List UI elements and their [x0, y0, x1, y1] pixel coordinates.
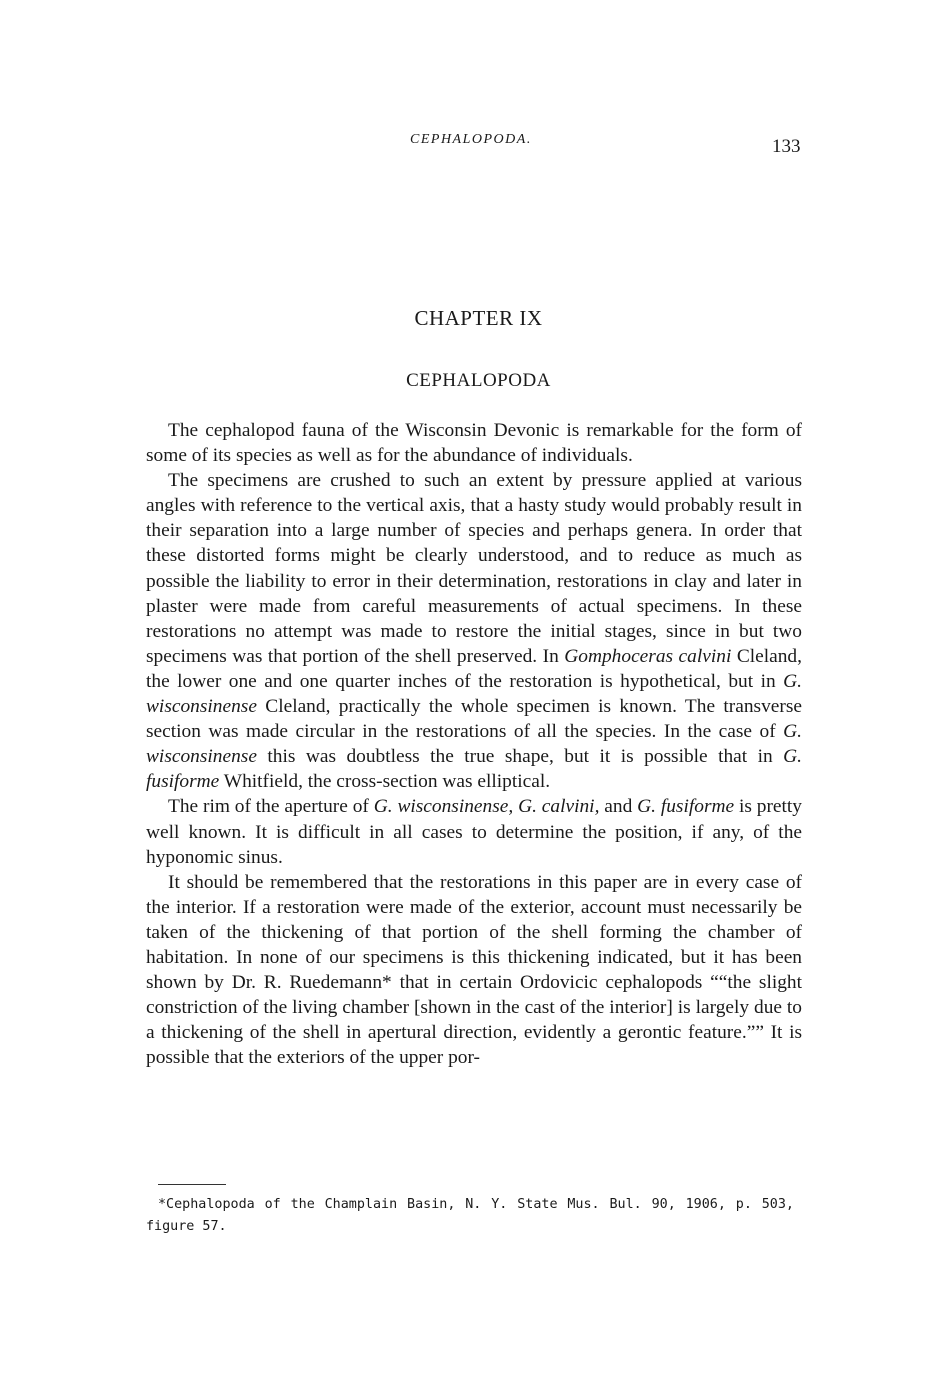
paragraph-2-text: Cleland, the lower one and one quarter inches of the restoration is hypothetical, but in [146, 645, 802, 692]
paragraph-2-text: this was doubtless the true shape, but it is possible that in [256, 746, 784, 768]
footnote-text: *Cephalopoda of the Champlain Basin, N. Y. State Mus. Bul. 90, 1906, p. 503, figure 57. [146, 1197, 794, 1234]
paragraph-2 [146, 468, 802, 794]
paragraph-3-text: and [599, 796, 638, 818]
paragraph-1-text: The cephalopod fauna of the Wisconsin Devonic is remarkable for the form of some of its species as well as for the abundance of individuals. [146, 420, 802, 467]
species-name: Gomphoceras calvini [564, 645, 732, 667]
species-name: G. fusiforme [637, 796, 735, 818]
paragraph-1 [146, 418, 802, 468]
page-number: 133 [772, 136, 801, 157]
species-name: G. wisconsinense [146, 721, 802, 768]
footnote-rule [158, 1184, 226, 1185]
paragraph-3 [146, 794, 802, 869]
paragraph-2-text: The specimens are crushed to such an extent by pressure applied at various angles with reference to the vertical axis, that a hasty study would probably result in their separation into a large number of species and perhaps genera. In order that these distorted forms might be clearly understood, and to reduce as much as possible the liability to error in their determination, restorations in clay and later in plaster were made from careful measurements of actual specimens. In these restorations no attempt was made to restore the initial stages, since in but two specimens was that portion of the shell preserved. In [146, 470, 802, 667]
chapter-title: CHAPTER IX [414, 306, 543, 330]
species-name: G. fusiforme [146, 746, 802, 793]
species-name: G. wisconsinense [146, 670, 802, 718]
paragraph-2-text: Cleland, practically the whole specimen is known. The transverse section was made circular in the restorations of all the species. In the case of [146, 696, 802, 743]
footnote [146, 1194, 794, 1238]
paragraph-3-text: is pretty well known. It is difficult in all cases to determine the position, if any, of the hyponomic sinus. [146, 796, 802, 868]
section-title: CEPHALOPODA [406, 370, 551, 391]
paragraph-2-text: Whitfield, the cross-section was elliptical. [219, 771, 551, 793]
body-text [146, 418, 802, 1070]
paragraph-4-text: It should be remembered that the restorations in this paper are in every case of the interior. If a restoration were made of the exterior, account must necessarily be taken of the thickening of that portion of the shell forming the chamber of habitation. In none of our specimens is this thickening indicated, but it has been shown by Dr. R. Ruedemann* that in certain Ordovicic cephalopods ““the slight constriction of the living chamber [shown in the cast of the interior] is largely due to a thickening of the shell in apertural direction, evidently a gerontic feature.”” It is possible that the exteriors of the upper por- [146, 871, 802, 1069]
running-head: CEPHALOPODA. [410, 132, 532, 147]
paragraph-3-text: The rim of the aperture of [168, 796, 374, 818]
species-name: G. wisconsinense, G. calvini, [373, 796, 600, 818]
paragraph-4 [146, 870, 802, 1071]
